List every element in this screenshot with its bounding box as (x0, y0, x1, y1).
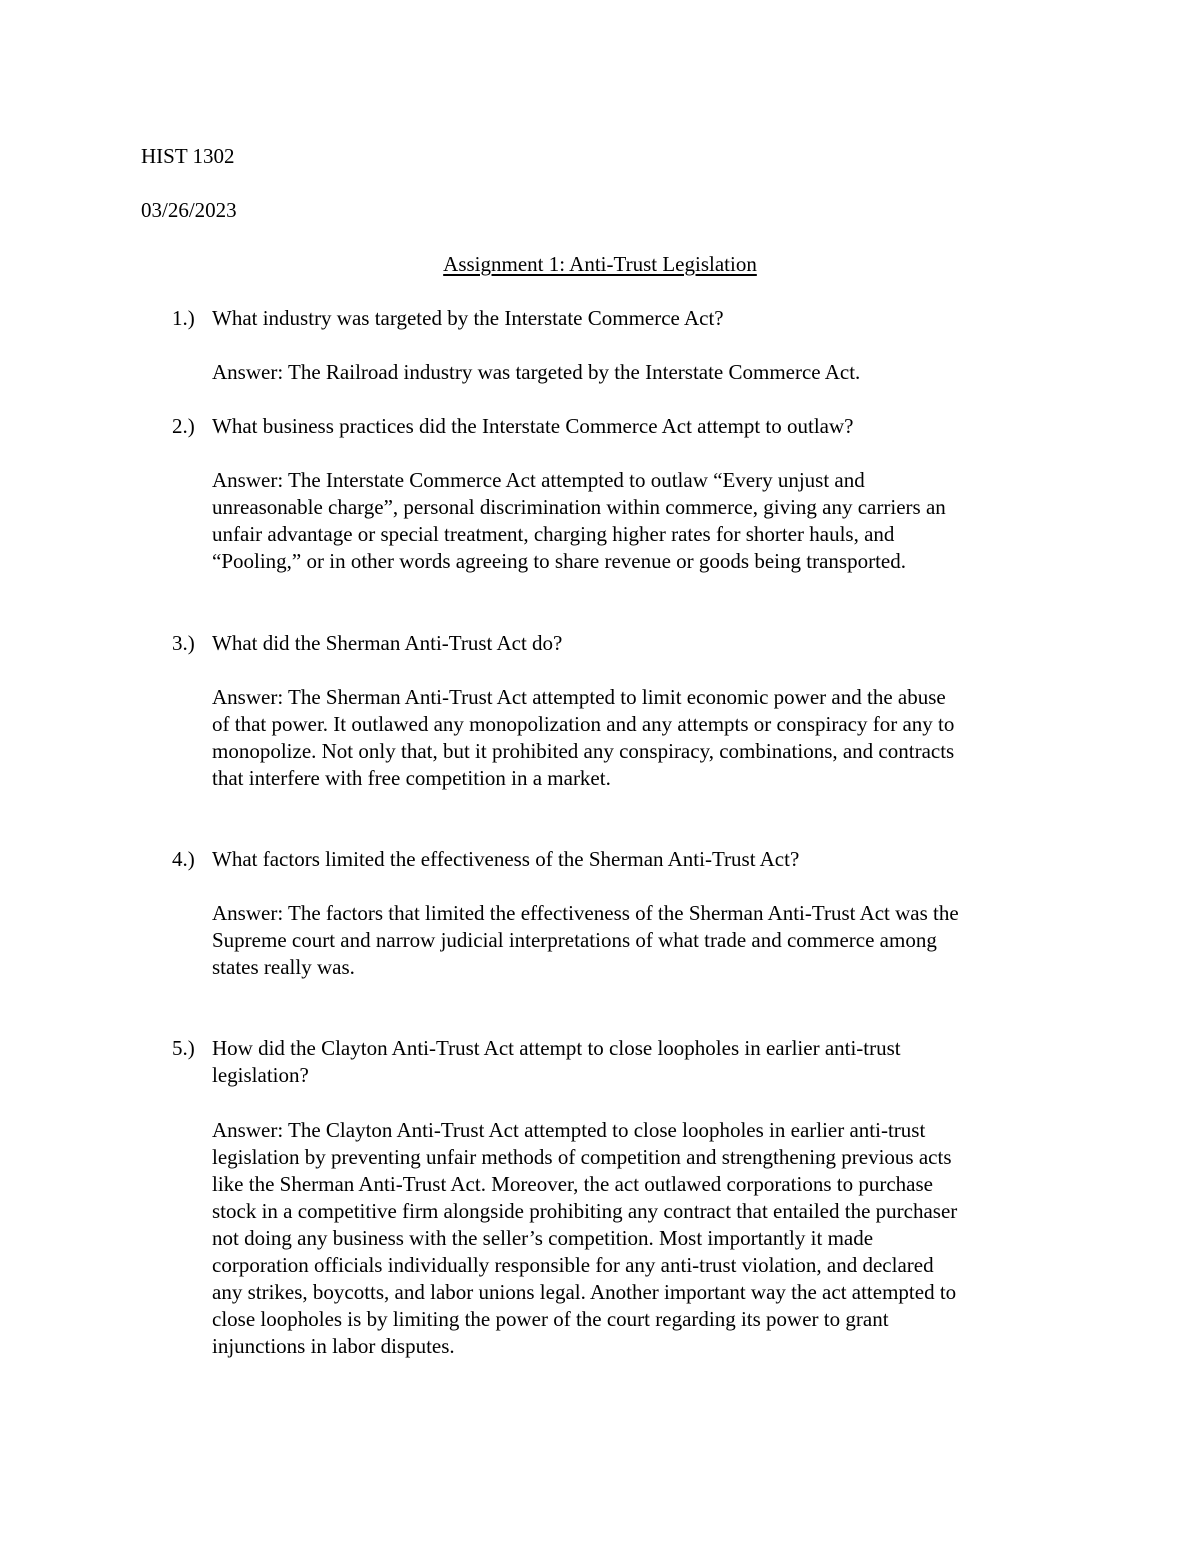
answer-line: Answer: The factors that limited the effectiveness of the Sherman Anti-Trust Act was the (212, 901, 959, 925)
answer-line: stock in a competitive firm alongside prohibiting any contract that entailed the purchaser (212, 1199, 958, 1223)
answer-line: any strikes, boycotts, and labor unions legal. Another important way the act attempted to (212, 1280, 957, 1304)
answer-line: unreasonable charge”, personal discrimination within commerce, giving any carriers an (212, 495, 946, 519)
answer-line: “Pooling,” or in other words agreeing to share revenue or goods being transported. (212, 549, 906, 573)
answer-line: corporation officials individually responsible for any anti-trust violation, and declared (212, 1253, 934, 1277)
question-3 (172, 630, 1052, 657)
question-line: legislation? (212, 1063, 309, 1087)
question-text: What business practices did the Interstate Commerce Act attempt to outlaw? (212, 414, 854, 438)
question-number: 3.) (172, 631, 195, 655)
question-text: What did the Sherman Anti-Trust Act do? (212, 631, 563, 655)
answer-line: close loopholes is by limiting the power of the court regarding its power to grant (212, 1307, 889, 1331)
answer-line: Answer: The Interstate Commerce Act attempted to outlaw “Every unjust and (212, 468, 865, 492)
answer-line: Answer: The Sherman Anti-Trust Act attempted to limit economic power and the abuse (212, 685, 946, 709)
question-line: How did the Clayton Anti-Trust Act attempt to close loopholes in earlier anti-trust (212, 1036, 901, 1060)
question-5 (172, 1035, 1052, 1089)
answer-line: not doing any business with the seller’s competition. Most importantly it made (212, 1226, 874, 1250)
answer-line: that interfere with free competition in a market. (212, 766, 611, 790)
answer-line: legislation by preventing unfair methods of competition and strengthening previous acts (212, 1145, 952, 1169)
answer-line: injunctions in labor disputes. (212, 1334, 455, 1358)
answer-line: monopolize. Not only that, but it prohibited any conspiracy, combinations, and contracts (212, 739, 955, 763)
answer-1 (212, 359, 1057, 386)
answer-4 (212, 900, 1057, 981)
question-text: What industry was targeted by the Interstate Commerce Act? (212, 306, 724, 330)
answer-5 (212, 1117, 1057, 1360)
answer-line: like the Sherman Anti-Trust Act. Moreover, the act outlawed corporations to purchase (212, 1172, 933, 1196)
question-number: 4.) (172, 847, 195, 871)
question-number: 1.) (172, 306, 195, 330)
question-number: 2.) (172, 414, 195, 438)
question-4 (172, 846, 1052, 873)
course-code: HIST 1302 (141, 144, 235, 168)
answer-2 (212, 467, 1057, 575)
document-date: 03/26/2023 (141, 198, 237, 222)
assignment-title: Assignment 1: Anti-Trust Legislation (443, 252, 757, 276)
answer-3 (212, 684, 1057, 792)
question-text (212, 1035, 1052, 1089)
answer-line: unfair advantage or special treatment, charging higher rates for shorter hauls, and (212, 522, 895, 546)
answer-line: of that power. It outlawed any monopolization and any attempts or conspiracy for any to (212, 712, 955, 736)
answer-line: Answer: The Clayton Anti-Trust Act attempted to close loopholes in earlier anti-trust (212, 1118, 926, 1142)
answer-line: Supreme court and narrow judicial interpretations of what trade and commerce among (212, 928, 937, 952)
question-number: 5.) (172, 1036, 195, 1060)
question-1 (172, 305, 1052, 332)
answer-line: Answer: The Railroad industry was targeted by the Interstate Commerce Act. (212, 360, 861, 384)
answer-line: states really was. (212, 955, 355, 979)
question-2 (172, 413, 1052, 440)
question-text: What factors limited the effectiveness of the Sherman Anti-Trust Act? (212, 847, 800, 871)
